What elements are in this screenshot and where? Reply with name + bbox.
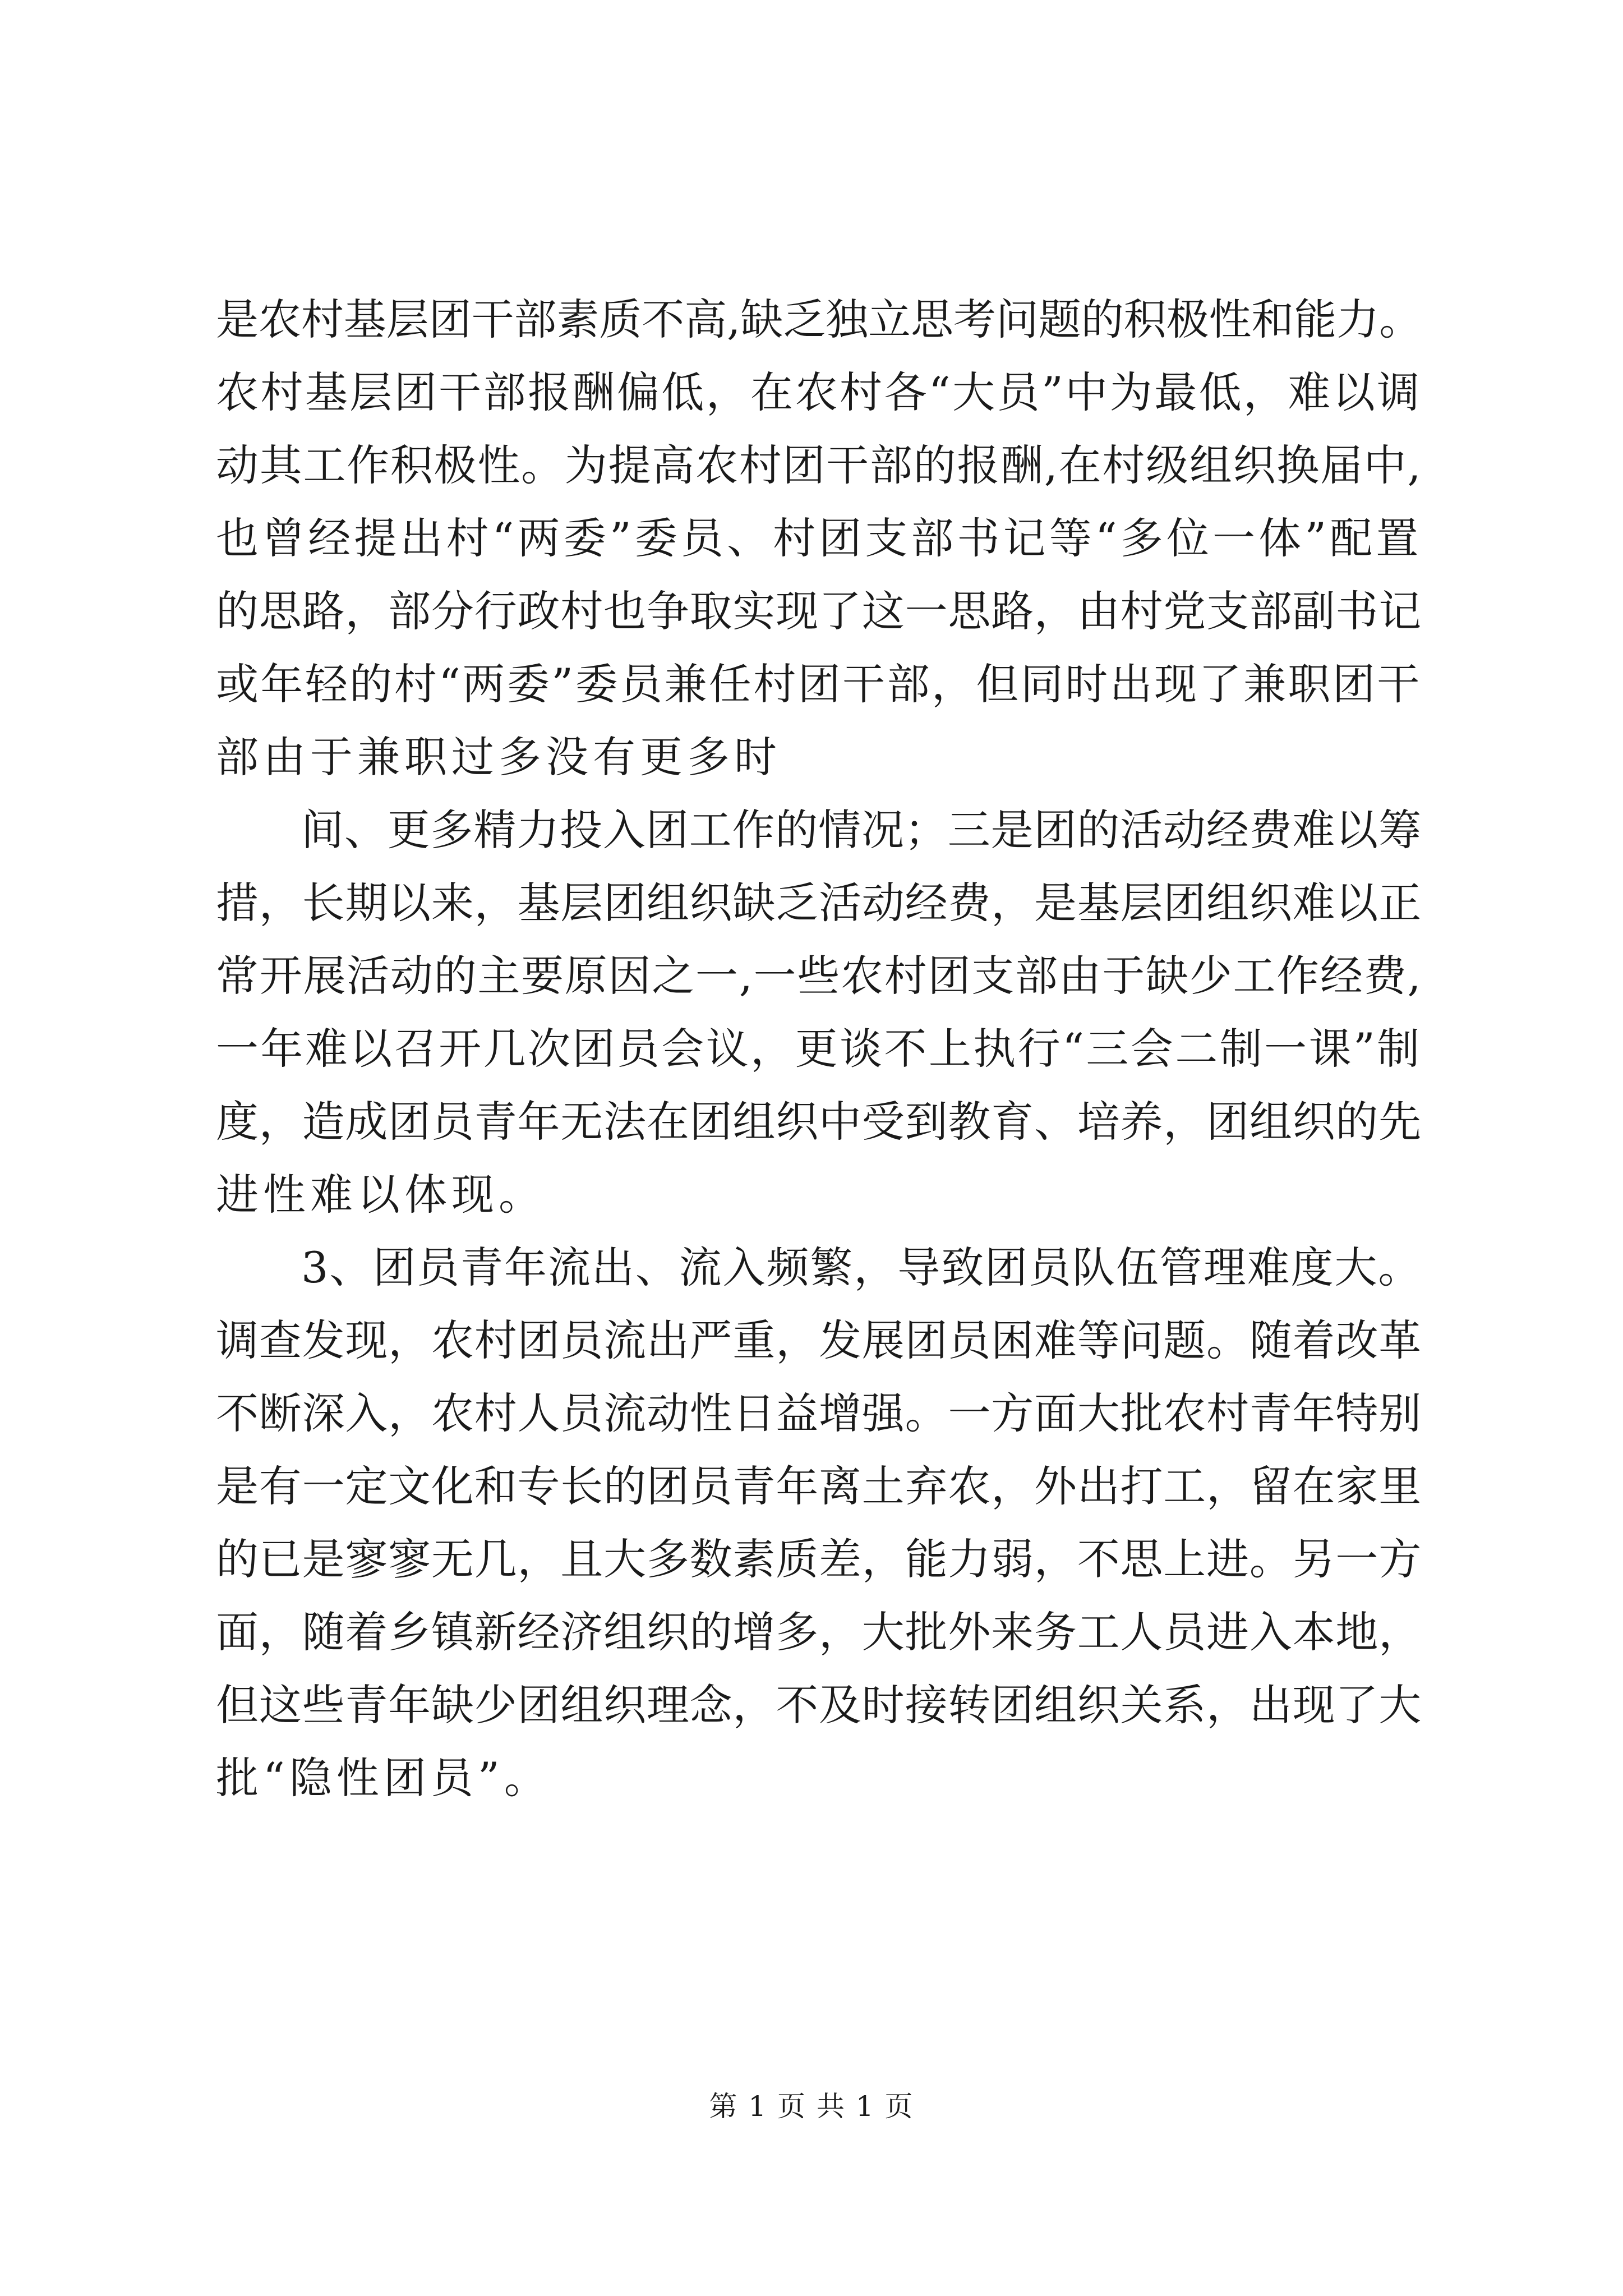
text-line: 常开展活动的主要原因之一,一些农村团支部由于缺少工作经费, xyxy=(216,951,1422,1001)
text-line: 的思路，部分行政村也争取实现了这一思路，由村党支部副书记 xyxy=(216,586,1422,636)
text-line: 部由于兼职过多没有更多时 xyxy=(216,732,781,782)
text-line: 间、更多精力投入团工作的情况；三是团的活动经费难以筹 xyxy=(301,805,1422,855)
text-line: 度，造成团员青年无法在团组织中受到教育、培养，团组织的先 xyxy=(216,1097,1422,1147)
text-line: 进性难以体现。 xyxy=(216,1170,546,1220)
text-line: 但这些青年缺少团组织理念，不及时接转团组织关系，出现了大 xyxy=(216,1680,1422,1730)
text-line: 不断深入，农村人员流动性日益增强。一方面大批农村青年特别 xyxy=(216,1388,1422,1438)
text-line: 调查发现，农村团员流出严重，发展团员困难等问题。随着改革 xyxy=(216,1315,1422,1365)
text-line: 批“隐性团员”。 xyxy=(216,1753,551,1803)
text-line: 措，长期以来，基层团组织缺乏活动经费，是基层团组织难以正 xyxy=(216,878,1422,928)
text-line: 农村基层团干部报酬偏低，在农村各“大员”中为最低，难以调 xyxy=(216,367,1422,417)
text-line: 是农村基层团干部素质不高,缺乏独立思考问题的积极性和能力。 xyxy=(216,295,1422,344)
text-line: 一年难以召开几次团员会议，更谈不上执行“三会二制一课”制 xyxy=(216,1024,1422,1074)
text-line: 面，随着乡镇新经济组织的增多，大批外来务工人员进入本地， xyxy=(216,1607,1422,1657)
text-line: 动其工作积极性。为提高农村团干部的报酬,在村级组织换届中, xyxy=(216,440,1422,490)
text-line: 或年轻的村“两委”委员兼任村团干部，但同时出现了兼职团干 xyxy=(216,659,1422,709)
text-line: 3、团员青年流出、流入频繁，导致团员队伍管理难度大。 xyxy=(301,1243,1422,1292)
text-line: 是有一定文化和专长的团员青年离土弃农，外出打工，留在家里 xyxy=(216,1461,1422,1511)
text-line: 也曾经提出村“两委”委员、村团支部书记等“多位一体”配置 xyxy=(216,513,1422,563)
page-footer: 第 1 页 共 1 页 xyxy=(709,2090,914,2123)
text-line: 的已是寥寥无几，且大多数素质差，能力弱，不思上进。另一方 xyxy=(216,1534,1422,1584)
